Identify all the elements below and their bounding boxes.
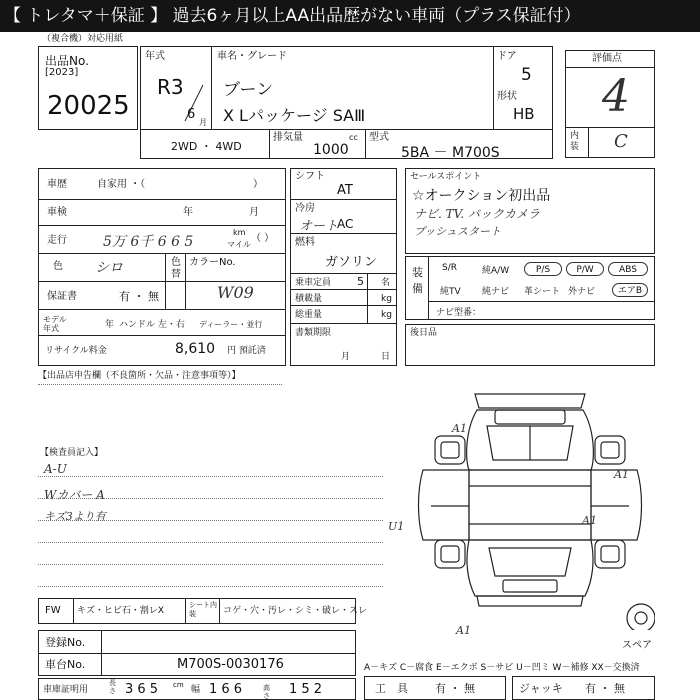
ac-value: オート (299, 219, 339, 234)
rear-items-label: 後日品 (410, 328, 438, 338)
gross-label: 総重量 (295, 310, 323, 320)
year-label: 年式 (145, 51, 165, 62)
subheader: （複合機）対応用紙 (42, 34, 124, 44)
mileage-paren: （ ） (251, 233, 275, 244)
cert-len-unit: cm (173, 681, 184, 689)
fuel-label: 燃料 (295, 237, 315, 248)
model-year-label: モデル年式 (43, 315, 67, 333)
cert-hgt: 1 5 2 (289, 682, 323, 697)
tools-value: 有 ・ 無 (435, 682, 475, 695)
dealer-options: ディーラー・並行 (199, 320, 263, 329)
load-unit: kg (381, 294, 392, 304)
equip-pw: P/W (566, 262, 604, 276)
spare-label: スペア (622, 640, 652, 651)
year-month: 6 (187, 107, 196, 122)
ac-label: 冷房 (295, 203, 315, 214)
shift-value: AT (337, 183, 353, 198)
mileage-label: 走行 (47, 235, 67, 246)
history-value: 自家用 ・（ (97, 179, 146, 190)
recycle-unit: 円 預託済 (227, 346, 266, 356)
equip-nav: 純ナビ (482, 287, 510, 297)
load-label: 積載量 (295, 294, 323, 304)
equip-aw: 純A/W (482, 266, 510, 276)
tools-label: 工 具 (375, 682, 408, 695)
cert-wid: 1 6 6 (209, 682, 243, 697)
equip-ext-nav: 外ナビ (568, 287, 596, 297)
cert-wid-label: 幅 (191, 685, 201, 695)
cert-hgt-label: 高さ (263, 684, 270, 700)
shift-label: シフト (295, 171, 325, 182)
equip-airbag: エアB (612, 283, 648, 297)
model-grade: X Lパッケージ SAⅢ (223, 106, 366, 125)
damage-legend: A－キズ C－腐食 E－エクボ S－サビ U－凹ミ W－補修 XX－交換済 (364, 663, 640, 673)
mark-left-mid: U1 (388, 520, 405, 533)
top-info-box (140, 46, 553, 130)
lot-label: 出品No. (45, 54, 89, 68)
displacement-label: 排気量 (273, 132, 303, 143)
rating-label: 評価点 (592, 53, 622, 64)
inspection-label: 車検 (47, 207, 67, 218)
recycle-label: リサイクル料金 (45, 346, 107, 356)
doors-label: ドア (497, 51, 517, 62)
displacement-value: 1000 (313, 142, 349, 158)
drive-options: 2WD ・ 4WD (171, 140, 242, 153)
inspection-month: 月 (249, 207, 259, 218)
car-damage-diagram (405, 390, 655, 630)
history-label: 車歴 (47, 179, 67, 190)
equipment-label: 装備 (412, 266, 423, 295)
jack-label: ジャッキ (519, 682, 563, 695)
inspector-line1: A-U (44, 462, 67, 476)
mileage-unit-mile: マイル (227, 240, 251, 249)
year-era: R3 (157, 75, 184, 99)
middle-box (290, 168, 397, 366)
cert-label: 車庫証明用 (43, 685, 89, 695)
sales-label: セールスポイント (410, 172, 482, 182)
model-name: ブーン (223, 80, 274, 100)
type-label: 型式 (369, 132, 389, 143)
reg-period-month: 月 (341, 352, 351, 362)
color-code-label: カラーNo. (189, 257, 236, 268)
color-value: シロ (95, 260, 123, 276)
sales-line3: プッシュスタート (414, 225, 502, 238)
tools-box (364, 676, 506, 700)
interior-label: 内装 (570, 131, 580, 152)
equip-leather: 革シート (524, 287, 561, 297)
doors-value: 5 (521, 65, 532, 85)
fw-label: FW (45, 605, 61, 616)
nav-model-label: ナビ型番： (436, 308, 482, 318)
reg-period-day: 日 (381, 352, 391, 362)
cert-len-label: 長さ (109, 679, 116, 695)
mileage-unit-km: km (233, 228, 246, 237)
sales-point-box (405, 168, 655, 254)
mileage-value: 5万 6千 6 6 5 (103, 234, 194, 250)
model-label: 車名・グレード (217, 51, 287, 62)
shape-value: HB (513, 105, 535, 123)
capacity-value: 5 (357, 275, 364, 288)
color-change-label: 色替 (171, 257, 181, 280)
lot-box (38, 46, 138, 130)
jack-value: 有 ・ 無 (585, 682, 625, 695)
equip-tv: 純TV (440, 287, 461, 297)
inspection-year: 年 (183, 207, 193, 218)
details-box (38, 168, 286, 366)
equip-sr: S/R (442, 263, 457, 273)
lot-year-mark: [2023] (45, 67, 79, 78)
interior-score: C (614, 131, 628, 152)
rating-box (565, 50, 655, 158)
shape-label: 形状 (497, 91, 517, 102)
report-label: 【出品店申告欄（不良箇所・欠品・注意事項等）】 (38, 371, 241, 381)
equipment-box (405, 256, 655, 320)
capacity-unit: 名 (381, 278, 391, 288)
color-label: 色 (53, 261, 63, 272)
rear-items-box (405, 324, 655, 366)
displacement-unit: cc (349, 133, 358, 142)
warranty-value: 有 ・ 無 (119, 290, 159, 303)
mark-side: A1 (582, 514, 597, 527)
equip-ps: P/S (524, 262, 562, 276)
color-code: W09 (217, 283, 254, 302)
registration-label: 登録No. (45, 636, 86, 649)
jack-box (512, 676, 655, 700)
interior-damage: コゲ・穴・汚レ・シミ・破レ・スレ (223, 606, 368, 616)
spec-row (140, 129, 553, 159)
cert-len: 3 6 5 (125, 682, 159, 697)
chassis-value: M700S-0030176 (177, 657, 284, 672)
history-close: ） (253, 179, 263, 190)
type-value: 5BA － M700S (401, 145, 500, 161)
sales-line2: ナビ. TV. バックカメラ (414, 207, 540, 221)
capacity-label: 乗車定員 (295, 278, 332, 288)
lot-number: 20025 (47, 91, 130, 121)
sales-line1: ☆オークション初出品 (412, 188, 551, 204)
equip-abs: ABS (608, 262, 648, 276)
rating-score: 4 (602, 71, 630, 122)
reg-period-label: 書類期限 (295, 328, 332, 338)
mark-front-left: A1 (452, 422, 467, 435)
ac-value2: AC (337, 217, 354, 231)
warranty-label: 保証書 (47, 291, 77, 302)
banner-title: 【 トレタマ＋保証 】 過去6ヶ月以上AA出品歴がない車両（プラス保証付） (0, 0, 700, 32)
inspector-line2: Wカバー A (44, 488, 105, 502)
dimensions-row (38, 678, 356, 700)
handle-options: ハンドル 左・右 (119, 320, 185, 330)
interior-label: シート内装 (189, 601, 217, 618)
mark-rear: A1 (456, 624, 471, 637)
fuel-value: ガソリン (325, 255, 378, 270)
year-month-unit: 月 (199, 118, 207, 127)
mark-right: A1 (614, 468, 629, 481)
registration-box (38, 630, 356, 676)
gross-unit: kg (381, 310, 392, 320)
damage-row (38, 598, 368, 624)
inspector-line3: キズ3より有 (44, 510, 106, 523)
model-year-nen: 年 (105, 320, 115, 330)
chassis-label: 車台No. (45, 658, 86, 671)
recycle-amount: 8,610 (175, 341, 216, 357)
exterior-damage: キズ・ヒビ石・割レX (77, 606, 164, 616)
inspector-label: 【検査員記入】 (40, 448, 104, 458)
